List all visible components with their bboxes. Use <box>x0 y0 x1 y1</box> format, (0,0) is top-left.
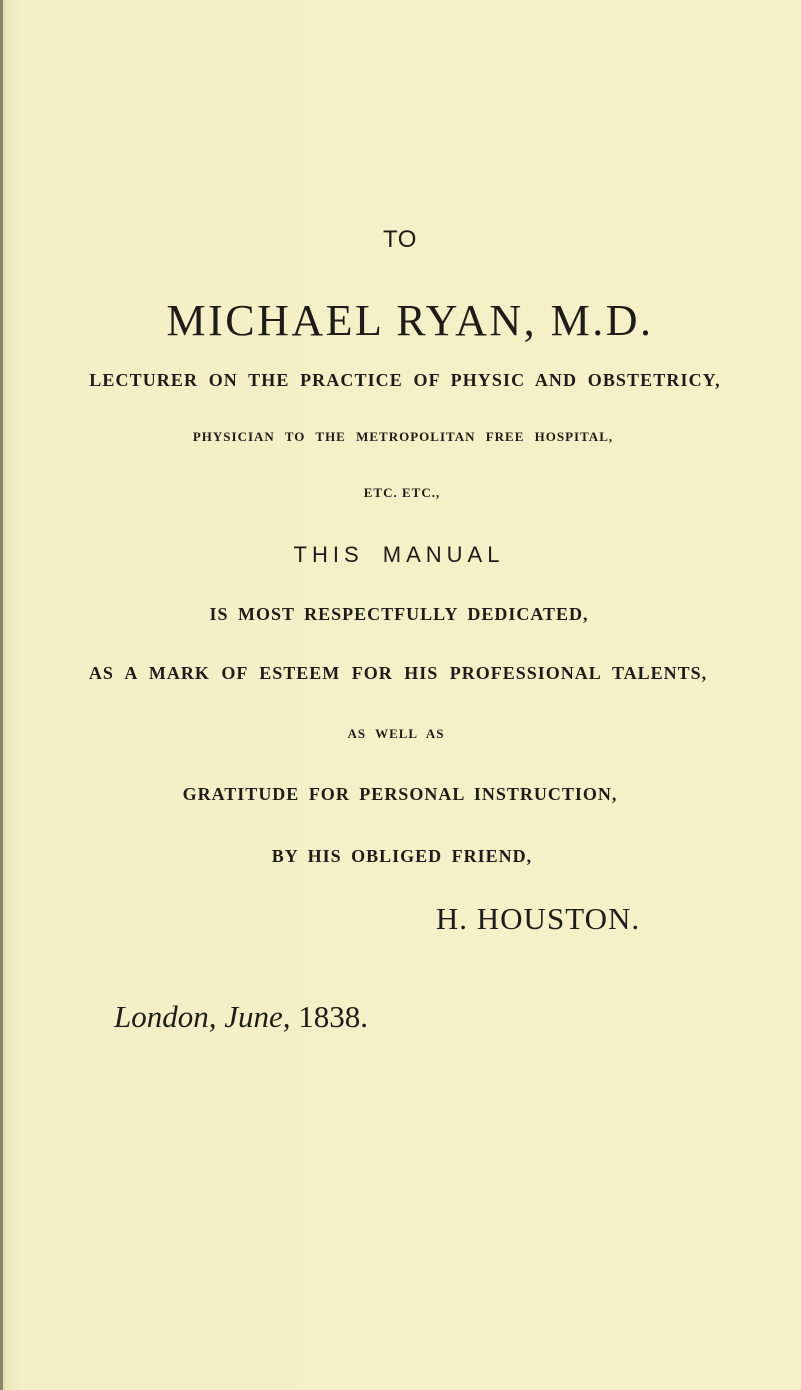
dedicatee-name: MICHAEL RYAN, M.D. <box>166 296 654 345</box>
author-signature: H. HOUSTON. <box>435 901 641 936</box>
esteem-line: AS A MARK OF ESTEEM FOR HIS PROFESSIONAL TALENTS, <box>88 663 708 683</box>
dedication-to: TO <box>383 226 417 253</box>
year: 1838. <box>298 999 369 1034</box>
dedicatee-lecturer-title: LECTURER ON THE PRACTICE OF PHYSIC AND OBSTETRICY, <box>89 370 721 390</box>
dedicatee-physician-title: PHYSICIAN TO THE METROPOLITAN FREE HOSPITAL, <box>192 429 614 444</box>
dedicatee-etc: ETC. ETC., <box>363 485 441 500</box>
place-and-date <box>114 1001 368 1032</box>
manual-line: THIS MANUAL <box>293 542 505 567</box>
obliged-friend-line: BY HIS OBLIGED FRIEND, <box>271 846 533 866</box>
gratitude-line: GRATITUDE FOR PERSONAL INSTRUCTION, <box>182 784 618 804</box>
as-well-as-line: AS WELL AS <box>347 726 445 741</box>
place-and-month: London, June, <box>113 999 291 1034</box>
dedicated-line: IS MOST RESPECTFULLY DEDICATED, <box>209 604 589 624</box>
